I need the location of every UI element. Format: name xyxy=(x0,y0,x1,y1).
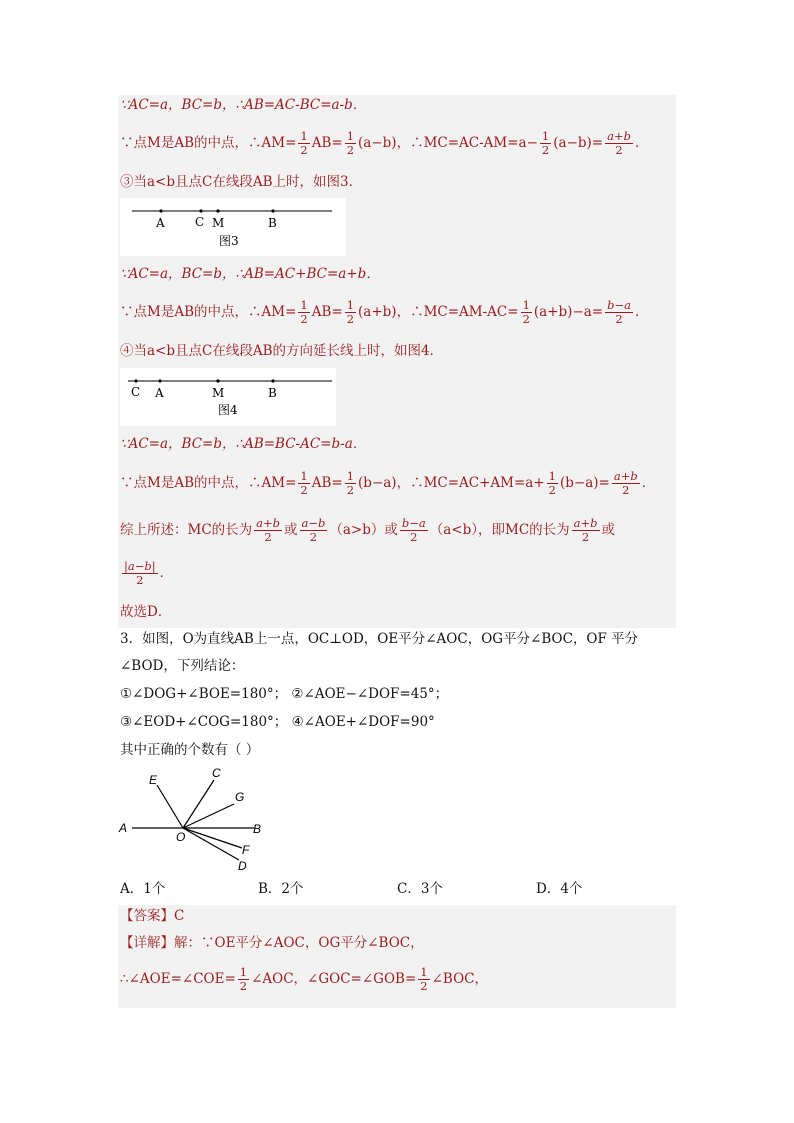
solution-line-4: ∵点M是AB的中点，∴AM= $\frac{1}{2}$ AB= $\frac{1}{2}$ (a+b)，∴MC=AM-AC= $\frac{1}{2}$ (a+b)−a= $\frac{b-a}{2}$ ． xyxy=(120,298,649,326)
label-m: M xyxy=(212,216,225,230)
option-d: D．4个 xyxy=(536,881,583,897)
label-c: C xyxy=(131,385,141,399)
label-e: E xyxy=(149,773,158,787)
solution-line-1: ∵AC=a，BC=b，∴AB=AC-BC=a-b． xyxy=(120,97,367,113)
option-c: C．3个 xyxy=(397,881,443,897)
label-a: A xyxy=(119,821,128,835)
point-m xyxy=(216,379,219,382)
answer-label: 【答案】C xyxy=(120,908,185,924)
label-o: O xyxy=(176,830,186,844)
summary-line-2: $\frac{|a-b|}{2}$ ． xyxy=(124,559,174,587)
question-3-line-1: 3．如图，O为直线AB上一点，OC⊥OD，OE平分∠AOC，OG平分∠BOC，OF 平分 xyxy=(120,631,639,647)
label-a: A xyxy=(155,386,164,400)
statement-3-4: ③∠EOD+∠COG=180°； ④∠AOE+∠DOF=90° xyxy=(120,714,435,730)
figure-4-caption: 图4 xyxy=(218,403,238,417)
label-b: B xyxy=(268,386,277,400)
summary-line: 综上所述：MC的长为 $\frac{a+b}{2}$ 或 $\frac{a-b}{2}$ （a>b）或 $\frac{b-a}{2}$ （a<b），即MC的长为 $\frac{a+b}{2}$ 或 xyxy=(120,516,616,544)
case-4-heading: ④当a<b且点C在线段AB的方向延长线上时，如图4． xyxy=(120,343,444,359)
label-m: M xyxy=(212,386,225,400)
point-c xyxy=(134,379,137,382)
point-m xyxy=(216,209,219,212)
statement-1-2: ①∠DOG+∠BOE=180°； ②∠AOE−∠DOF=45°； xyxy=(120,686,449,702)
answer-choice-line: 故选D． xyxy=(120,604,172,620)
figure-4 xyxy=(120,368,336,426)
point-a xyxy=(158,379,161,382)
label-d: D xyxy=(238,859,247,873)
question-3-line-2: ∠BOD，下列结论： xyxy=(120,658,245,674)
point-c xyxy=(199,209,202,212)
answer-detail-2: ∴∠AOE=∠COE= $\frac{1}{2}$ ∠AOC，∠GOC=∠GOB= $\frac{1}{2}$ ∠BOC， xyxy=(120,965,488,993)
label-b: B xyxy=(268,216,277,230)
label-g: G xyxy=(235,790,245,804)
angle-figure xyxy=(116,764,276,876)
figure-3-caption: 图3 xyxy=(219,234,239,248)
option-b: B．2个 xyxy=(258,881,304,897)
label-a: A xyxy=(156,216,165,230)
point-b xyxy=(271,209,274,212)
label-c: C xyxy=(195,215,205,229)
solution-line-5: ∵AC=a，BC=b，∴AB=BC-AC=b-a． xyxy=(120,436,367,452)
option-a: A．1个 xyxy=(120,881,166,897)
point-b xyxy=(271,379,274,382)
solution-line-6: ∵点M是AB的中点，∴AM= $\frac{1}{2}$ AB= $\frac{1}{2}$ (b−a)，∴MC=AC+AM=a+ $\frac{1}{2}$ (b−a)= $\frac{a+b}{2}$ ． xyxy=(120,469,656,497)
label-b: B xyxy=(253,822,262,836)
answer-detail-1: 【详解】解：∵OE平分∠AOC，OG平分∠BOC， xyxy=(120,935,424,951)
solution-line-3: ∵AC=a，BC=b，∴AB=AC+BC=a+b． xyxy=(120,266,380,282)
ray-oe xyxy=(157,785,183,828)
label-c: C xyxy=(212,766,221,780)
case-3-heading: ③当a<b且点C在线段AB上时，如图3． xyxy=(120,174,363,190)
solution-line-2: ∵点M是AB的中点，∴AM= $\frac{1}{2}$ AB= $\frac{1}{2}$ (a−b)，∴MC=AC-AM=a− $\frac{1}{2}$ (a−b)= $\frac{a+b}{2}$ ． xyxy=(120,129,649,157)
label-f: F xyxy=(242,843,250,857)
point-a xyxy=(159,209,162,212)
figure-3 xyxy=(120,198,346,256)
question-prompt: 其中正确的个数有（ ） xyxy=(120,742,260,758)
